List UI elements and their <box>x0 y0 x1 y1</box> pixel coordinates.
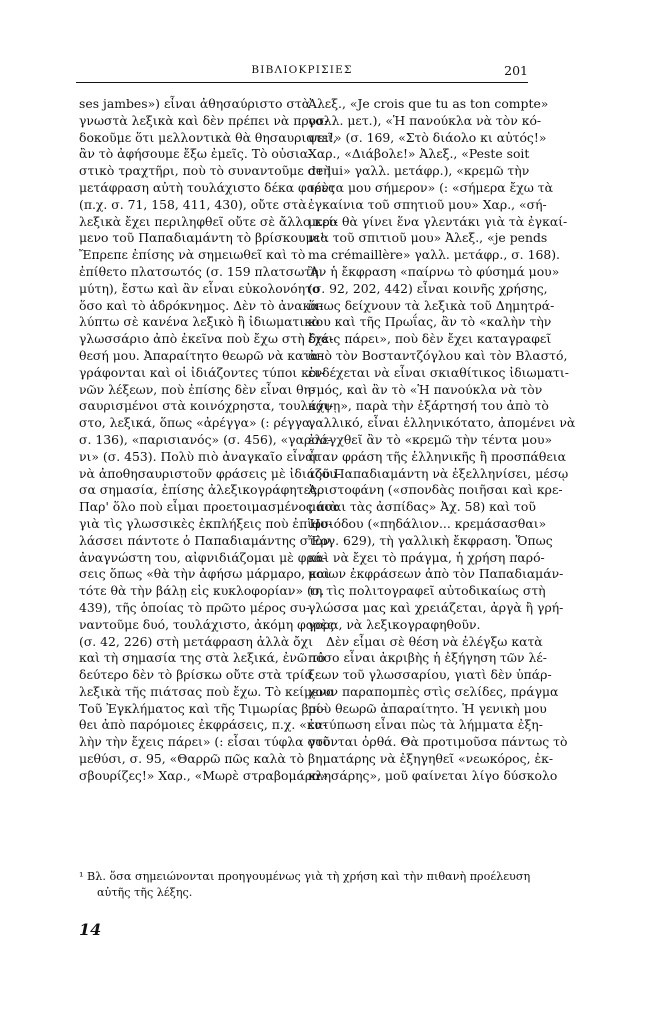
footnote-line: αὐτῆς τῆς λέξης. <box>97 886 193 899</box>
text-line: χουν παραπομπὲς στὶς σελίδες, πράγμα <box>308 683 559 699</box>
text-line: θεσή μου. Ἀπαραίτητο θεωρῶ νὰ κατα- <box>79 347 323 363</box>
text-line: καὶ νὰ ἔχει τὸ πράγμα, ἡ χρήση παρό- <box>308 549 545 565</box>
text-line: στο, λεξικά, ὅπως «ἀρέγγα» (: ρέγγα, <box>79 415 315 431</box>
text-line: δοκοῦμε ὅτι μελλοντικὰ θὰ θησαυριστεῖ, <box>79 129 337 145</box>
page-header <box>76 64 528 84</box>
text-line: ἐγκαίνια τοῦ σπητιοῦ μου» Χαρ., «σή- <box>308 196 547 212</box>
text-line: σα σημασία, ἐπίσης ἀλεξικογράφητες. <box>79 482 321 498</box>
text-line: ἀπὸ τὸν Βοσταντζόγλου καὶ τὸν Βλαστό, <box>308 347 568 363</box>
text-line: νι» (σ. 453). Πολὺ πιὸ ἀναγκαῖο εἶναι <box>79 448 319 464</box>
text-line: μενο τοῦ Παπαδιαμάντη τὸ βρίσκουμε¹. <box>79 230 329 246</box>
text-line: καὶ τὴ σημασία της στὰ λεξικά, ἐνῶ τὸ <box>79 650 326 666</box>
text-line: γαλλ. μετ.), «Ἡ πανούκλα νὰ τὸν κό- <box>308 112 542 128</box>
text-line: λύπτω σὲ κανένα λεξικὸ ἢ ἰδιωματικὸ <box>79 314 320 330</box>
text-line: σεις ὅπως «θὰ τὴν ἀφήσω μάρμαρο, καὶ <box>79 566 330 582</box>
text-line: Παρ' ὅλο ποὺ εἶμαι προετοιμασμένος πιὰ <box>79 499 339 515</box>
text-line: Τοῦ Ἐγκλήματος καὶ τῆς Τιμωρίας βρί- <box>79 700 326 716</box>
text-line: πόσο εἶναι ἀκριβὴς ἡ ἐξήγηση τῶν λέ- <box>308 650 547 666</box>
text-line: λάσσει πάντοτε ὁ Παπαδιαμάντης στὸν <box>79 532 331 548</box>
text-line: ὅπως δείχνουν τὰ λεξικὰ τοῦ Δημητρά- <box>308 297 555 313</box>
text-line: ἀναγνώστη του, αἰφνιδιάζομαι μὲ φρά- <box>79 549 327 565</box>
text-line: ἂν τὸ ἀφήσουμε ἔξω ἐμεῖς. Τὸ οὐσια- <box>79 146 313 162</box>
text-line: ma crémaillère» γαλλ. μετάφρ., σ. 168). <box>308 247 560 263</box>
header-rule <box>76 82 528 83</box>
text-line: τότε θὰ τὴν βάλῃ εἰς κυκλοφορίαν» (σ. <box>79 583 325 599</box>
text-line: λὴν τὴν ἔχεις πάρει» (: εἶσαι τύφλα στὸ <box>79 734 331 750</box>
text-line: σμός, καὶ ἂν τὸ «Ἡ πανούκλα νὰ τὸν <box>308 381 543 397</box>
text-line: τέντα μου σήμερον» (: «σήμερα ἔχω τὰ <box>308 179 553 195</box>
text-line: τη τὶς πολιτογραφεῖ αὐτοδικαίως στὴ <box>308 583 546 599</box>
text-line: Ἀλεξ., «Je crois que tu as ton compte» <box>308 96 549 111</box>
text-line: γράφονται καὶ οἱ ἰδιάζοντες τύποι κοι- <box>79 364 326 380</box>
text-line: μάσαι τὰς ἀσπίδας» Ἀχ. 58) καὶ τοῦ <box>308 499 536 515</box>
right-column <box>308 96 576 785</box>
text-line: γιὰ τὶς γλωσσικὲς ἐκπλήξεις ποὺ ἐπιφυ- <box>79 515 333 531</box>
text-line: μεθύσι, σ. 95, «Θαρρῶ πῶς καλὰ τὸ <box>79 751 305 767</box>
text-line: Δὲν εἶμαι σὲ θέση νὰ ἐλέγξω κατὰ <box>326 633 543 649</box>
left-column <box>79 96 341 785</box>
text-line: Ἡσιόδου («πηδάλιον... κρεμάσασθαι» <box>308 515 547 531</box>
text-line: γλώσσα μας καὶ χρειάζεται, ἀργὰ ἢ γρή- <box>308 599 564 615</box>
text-line: κλησάρης», μοῦ φαίνεται λίγο δύσκολο <box>308 767 558 783</box>
text-line: τοῦ Παπαδιαμάντη νὰ ἐξελληνίσει, μέσῳ <box>308 465 569 481</box>
text-line: λεξικὰ ἔχει περιληφθεῖ οὔτε σὲ ἄλλο κεί- <box>79 213 338 229</box>
text-line: ses jambes») εἶναι ἀθησαύριστο στὰ <box>79 96 311 111</box>
signature-mark: 14 <box>79 920 102 939</box>
text-line: σβουρίζες!» Χαρ., «Μωρὲ στραβομάρα» <box>79 767 329 783</box>
footnote-line: ¹ Βλ. ὅσα σημειώνονται προηγουμένως γιὰ τὴ χρήση καὶ τὴν πιθανὴ προέλευση <box>79 870 531 883</box>
text-line: Ἔργ. 629), τὴ γαλλικὴ ἔκφραση. Ὅπως <box>308 532 553 548</box>
text-line: ψει!» (σ. 169, «Στὸ διάολο κι αὐτός!» <box>308 129 547 145</box>
text-line: μερα θὰ γίνει ἕνα γλεντάκι γιὰ τὰ ἐγκαί- <box>308 213 568 229</box>
text-line: στικὸ τραχτῆρι, ποὺ τὸ συναντοῦμε στὴ <box>79 163 331 179</box>
text-line: γοῦνται ὀρθά. Θὰ προτιμοῦσα πάντως τὸ <box>308 734 568 750</box>
running-title: ΒΙΒΛΙΟΚΡΙΣΙΕΣ <box>251 64 353 76</box>
text-line: κόψῃ», παρὰ τὴν ἐξάρτησή του ἀπὸ τὸ <box>308 398 549 414</box>
text-line: 439), τῆς ὁποίας τὸ πρῶτο μέρος συ- <box>79 599 310 615</box>
text-line: σ. 136), «παρισιανός» (σ. 456), «γαρσό- <box>79 431 332 447</box>
text-line: γαλλικό, εἶναι ἑλληνικότατο, ἀπομένει νὰ <box>308 415 576 431</box>
text-line: ἐνδέχεται νὰ εἶναι σκιαθίτικος ἰδιωματι- <box>308 364 569 380</box>
text-line: (σ. 42, 226) στὴ μετάφραση ἀλλὰ ὄχι <box>79 633 313 649</box>
text-line: νια τοῦ σπιτιοῦ μου» Ἀλεξ., «je pends <box>308 230 548 246</box>
text-line: θει ἀπὸ παρόμοιες ἐκφράσεις, π.χ. «κα- <box>79 717 328 733</box>
text-line: βηματάρης νὰ ἐξηγηθεῖ «νεωκόρος, ἐκ- <box>308 751 554 767</box>
text-line: νὰ ἀποθησαυριστοῦν φράσεις μὲ ἰδιάζου- <box>79 465 341 481</box>
text-line: Ἀριστοφάνη («σπονδὰς ποιῆσαι καὶ κρε- <box>308 482 563 498</box>
text-line: λεξικὰ τῆς πιάτσας ποὺ ἔχω. Τὸ κείμενο <box>79 683 334 699</box>
text-line: Ἔπρεπε ἐπίσης νὰ σημειωθεῖ καὶ τὸ <box>79 247 306 263</box>
footnote <box>79 869 529 901</box>
text-line: γορα, νὰ λεξικογραφηθοῦν. <box>308 616 481 632</box>
text-line: μοιων ἐκφράσεων ἀπὸ τὸν Παπαδιαμάν- <box>308 566 564 582</box>
text-line: μύτη), ἔστω καὶ ἂν εἶναι εὐκολονόητο <box>79 280 320 296</box>
text-line: ποὺ θεωρῶ ἀπαραίτητο. Ἡ γενικὴ μου <box>308 700 547 716</box>
text-line: κου καὶ τῆς Πρωΐας, ἂν τὸ «καλὴν τὴν <box>308 314 552 330</box>
text-line: μετάφραση αὐτὴ τουλάχιστο δέκα φορὲς <box>79 179 336 195</box>
text-line: δεύτερο δὲν τὸ βρίσκω οὔτε στὰ τρία <box>79 667 313 683</box>
text-line: Χαρ., «Διάβολε!» Ἀλεξ., «Peste soit <box>308 146 530 162</box>
text-line: νῶν λέξεων, ποὺ ἐπίσης δὲν εἶναι θη- <box>79 381 316 397</box>
text-line: ξεων τοῦ γλωσσαρίου, γιατὶ δὲν ὑπάρ- <box>308 667 552 683</box>
text-line: ἦταν φράση τῆς ἑλληνικῆς ἢ προσπάθεια <box>308 448 566 464</box>
text-line: de lui» γαλλ. μετάφρ.), «κρεμῶ τὴν <box>308 163 530 179</box>
text-line: γλωσσάριο ἀπὸ ἐκεῖνα ποὺ ἔχω στὴ διά- <box>79 331 334 347</box>
text-line: Ἂν ἡ ἔκφραση «παίρνω τὸ φύσημά μου» <box>308 263 560 279</box>
text-line: ἐντύπωση εἶναι πὼς τὰ λήμματα ἐξη- <box>308 717 543 733</box>
text-line: σαυρισμένοι στὰ κοινόχρηστα, τουλάχι- <box>79 398 334 414</box>
text-line: ἐπίθετο πλατσωτός (σ. 159 πλατσωτὴ <box>79 263 319 279</box>
text-line: (σ. 92, 202, 442) εἶναι κοινῆς χρήσης, <box>308 280 548 296</box>
text-line: ἔχεις πάρει», ποὺ δὲν ἔχει καταγραφεῖ <box>308 331 552 347</box>
text-line: γνωστὰ λεξικὰ καὶ δὲν πρέπει νὰ προσ- <box>79 112 329 128</box>
page-number: 201 <box>504 63 528 78</box>
text-line: ὅσο καὶ τὸ ἀδρόκνημος. Δὲν τὸ ἀνακα- <box>79 297 323 313</box>
text-line: ναντοῦμε δυό, τουλάχιστο, ἀκόμη φορὲς <box>79 616 335 632</box>
text-line: (π.χ. σ. 71, 158, 411, 430), οὔτε στὰ <box>79 196 307 212</box>
text-line: ἐλεγχθεῖ ἂν τὸ «κρεμῶ τὴν τέντα μου» <box>308 431 553 447</box>
